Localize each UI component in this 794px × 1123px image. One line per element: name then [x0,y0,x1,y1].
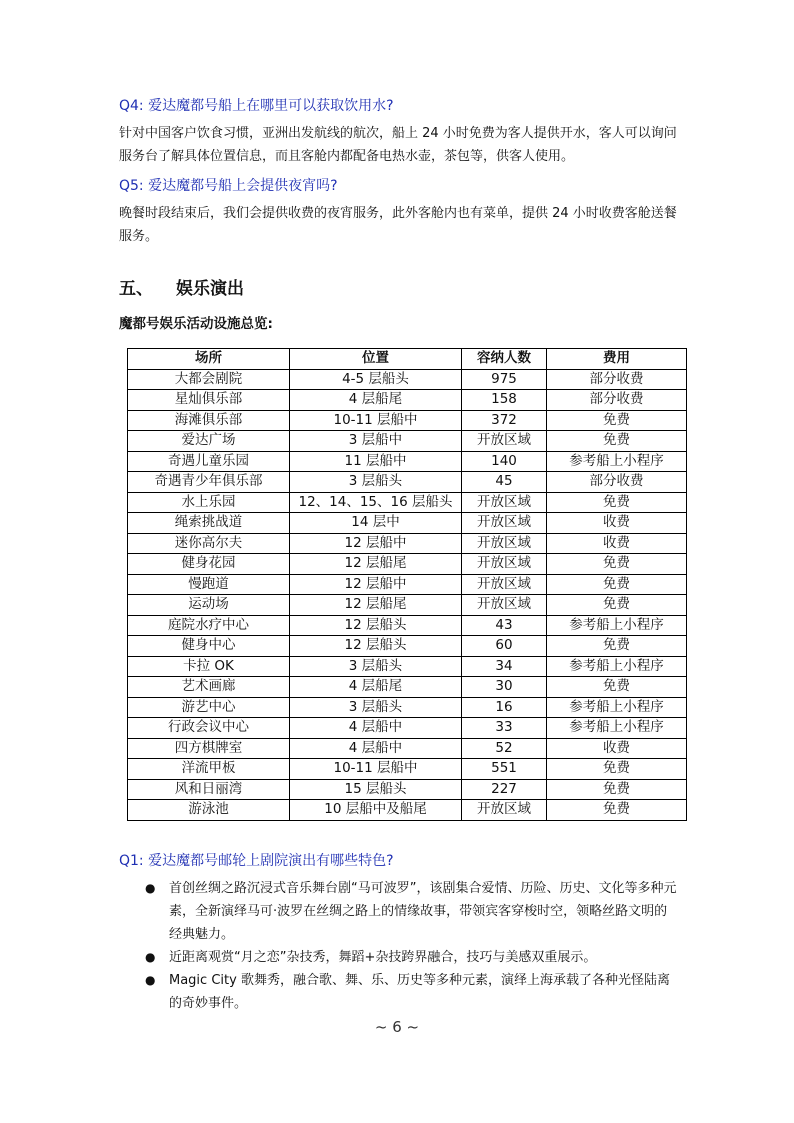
cell-capacity: 43 [462,615,547,636]
cell-location: 4 层船尾 [290,677,462,698]
cell-capacity: 30 [462,677,547,698]
cell-location: 4-5 层船头 [290,369,462,390]
table-row [128,472,687,493]
cell-venue: 星灿俱乐部 [128,390,290,411]
cell-venue: 大都会剧院 [128,369,290,390]
table-row [128,369,687,390]
cell-fee: 免费 [547,554,687,575]
cell-location: 12 层船头 [290,615,462,636]
table-row [128,595,687,616]
facilities-table [127,348,687,821]
list-item [145,969,680,1015]
cell-venue: 绳索挑战道 [128,513,290,534]
list-item-text: 近距离观赏“月之恋”杂技秀，舞蹈+杂技跨界融合，技巧与美感双重展示。 [169,950,597,965]
cell-fee: 参考船上小程序 [547,697,687,718]
cell-fee: 免费 [547,636,687,657]
table-row [128,779,687,800]
cell-venue: 艺术画廊 [128,677,290,698]
cell-fee: 参考船上小程序 [547,718,687,739]
cell-location: 12 层船中 [290,574,462,595]
table-row [128,390,687,411]
cell-capacity: 33 [462,718,547,739]
cell-fee: 免费 [547,410,687,431]
cell-location: 3 层船头 [290,697,462,718]
page-number: ~ 6 ~ [374,1018,420,1036]
list-item [145,946,680,969]
table-caption: 魔都号娱乐活动设施总览: [119,316,273,332]
cell-venue: 海滩俱乐部 [128,410,290,431]
cell-capacity: 34 [462,656,547,677]
section-title: 娱乐演出 [176,279,244,299]
cell-location: 3 层船头 [290,472,462,493]
list-item [145,877,680,946]
faq-question-q4: Q4: 爱达魔都号船上在哪里可以获取饮用水? [119,98,394,114]
table-row [128,656,687,677]
table-row [128,800,687,821]
cell-capacity: 开放区域 [462,595,547,616]
section-heading [119,274,244,299]
cell-capacity: 140 [462,451,547,472]
table-row [128,554,687,575]
bullet-icon: ● [145,881,156,895]
table-row [128,431,687,452]
table-row [128,738,687,759]
cell-capacity: 52 [462,738,547,759]
cell-location: 12 层船尾 [290,595,462,616]
cell-venue: 游泳池 [128,800,290,821]
cell-location: 12 层船头 [290,636,462,657]
cell-fee: 部分收费 [547,369,687,390]
cell-capacity: 开放区域 [462,492,547,513]
table-row [128,513,687,534]
column-header-capacity: 容纳人数 [462,349,547,370]
cell-capacity: 975 [462,369,547,390]
cell-capacity: 开放区域 [462,554,547,575]
cell-venue: 四方棋牌室 [128,738,290,759]
table-row [128,636,687,657]
cell-capacity: 开放区域 [462,574,547,595]
cell-fee: 收费 [547,513,687,534]
cell-venue: 奇遇青少年俱乐部 [128,472,290,493]
cell-location: 10 层船中及船尾 [290,800,462,821]
cell-location: 12 层船尾 [290,554,462,575]
cell-venue: 游艺中心 [128,697,290,718]
cell-location: 12、14、15、16 层船头 [290,492,462,513]
cell-fee: 免费 [547,574,687,595]
cell-capacity: 开放区域 [462,431,547,452]
list-item-text: 首创丝绸之路沉浸式音乐舞台剧“马可波罗”，该剧集合爱情、历险、历史、文化等多种元素，全新演绎马可·波罗在丝绸之路上的情缘故事，带领宾客穿梭时空，领略丝路文明的经典魅力。 [169,881,677,942]
cell-fee: 免费 [547,492,687,513]
column-header-fee: 费用 [547,349,687,370]
cell-fee: 参考船上小程序 [547,615,687,636]
cell-fee: 部分收费 [547,390,687,411]
faq-question-q1: Q1: 爱达魔都号邮轮上剧院演出有哪些特色? [119,853,394,869]
feature-bullet-list [145,877,680,1015]
column-header-venue: 场所 [128,349,290,370]
cell-fee: 免费 [547,759,687,780]
cell-location: 10-11 层船中 [290,410,462,431]
cell-capacity: 开放区域 [462,513,547,534]
cell-capacity: 16 [462,697,547,718]
table-row [128,759,687,780]
cell-capacity: 开放区域 [462,533,547,554]
table-row [128,574,687,595]
faq-question-q5: Q5: 爱达魔都号船上会提供夜宵吗? [119,178,338,194]
cell-location: 4 层船中 [290,718,462,739]
cell-fee: 收费 [547,738,687,759]
cell-location: 10-11 层船中 [290,759,462,780]
table-row [128,492,687,513]
table-row [128,451,687,472]
faq-answer-q5: 晚餐时段结束后，我们会提供收费的夜宵服务，此外客舱内也有菜单，提供 24 小时收费客舱送餐服务。 [119,206,677,244]
cell-capacity: 开放区域 [462,800,547,821]
cell-venue: 风和日丽湾 [128,779,290,800]
cell-venue: 洋流甲板 [128,759,290,780]
cell-venue: 庭院水疗中心 [128,615,290,636]
cell-location: 3 层船头 [290,656,462,677]
table-row [128,533,687,554]
cell-capacity: 372 [462,410,547,431]
table-header-row [128,349,687,370]
cell-venue: 卡拉 OK [128,656,290,677]
cell-location: 4 层船中 [290,738,462,759]
table-row [128,718,687,739]
cell-fee: 免费 [547,595,687,616]
section-number: 五、 [119,279,153,299]
cell-location: 3 层船中 [290,431,462,452]
cell-venue: 爱达广场 [128,431,290,452]
faq-answer-q4: 针对中国客户饮食习惯，亚洲出发航线的航次，船上 24 小时免费为客人提供开水，客人可以询问服务台了解具体位置信息，而且客舱内都配备电热水壶，茶包等，供客人使用。 [119,126,677,164]
cell-fee: 参考船上小程序 [547,656,687,677]
cell-location: 14 层中 [290,513,462,534]
cell-fee: 收费 [547,533,687,554]
cell-venue: 水上乐园 [128,492,290,513]
table-row [128,410,687,431]
cell-fee: 免费 [547,800,687,821]
cell-venue: 奇遇儿童乐园 [128,451,290,472]
cell-venue: 迷你高尔夫 [128,533,290,554]
bullet-icon: ● [145,950,156,964]
cell-location: 11 层船中 [290,451,462,472]
cell-location: 15 层船头 [290,779,462,800]
table-row [128,677,687,698]
cell-capacity: 158 [462,390,547,411]
cell-venue: 慢跑道 [128,574,290,595]
cell-venue: 健身中心 [128,636,290,657]
cell-location: 4 层船尾 [290,390,462,411]
cell-venue: 运动场 [128,595,290,616]
list-item-text: Magic City 歌舞秀，融合歌、舞、乐、历史等多种元素，演绎上海承载了各种光怪陆离的奇妙事件。 [169,973,670,1011]
cell-venue: 健身花园 [128,554,290,575]
column-header-location: 位置 [290,349,462,370]
cell-capacity: 45 [462,472,547,493]
cell-fee: 参考船上小程序 [547,451,687,472]
cell-venue: 行政会议中心 [128,718,290,739]
table-body [128,369,687,820]
table-row [128,697,687,718]
cell-fee: 免费 [547,677,687,698]
cell-location: 12 层船中 [290,533,462,554]
cell-fee: 免费 [547,431,687,452]
table-row [128,615,687,636]
cell-capacity: 551 [462,759,547,780]
cell-fee: 部分收费 [547,472,687,493]
cell-fee: 免费 [547,779,687,800]
bullet-icon: ● [145,973,156,987]
cell-capacity: 227 [462,779,547,800]
cell-capacity: 60 [462,636,547,657]
